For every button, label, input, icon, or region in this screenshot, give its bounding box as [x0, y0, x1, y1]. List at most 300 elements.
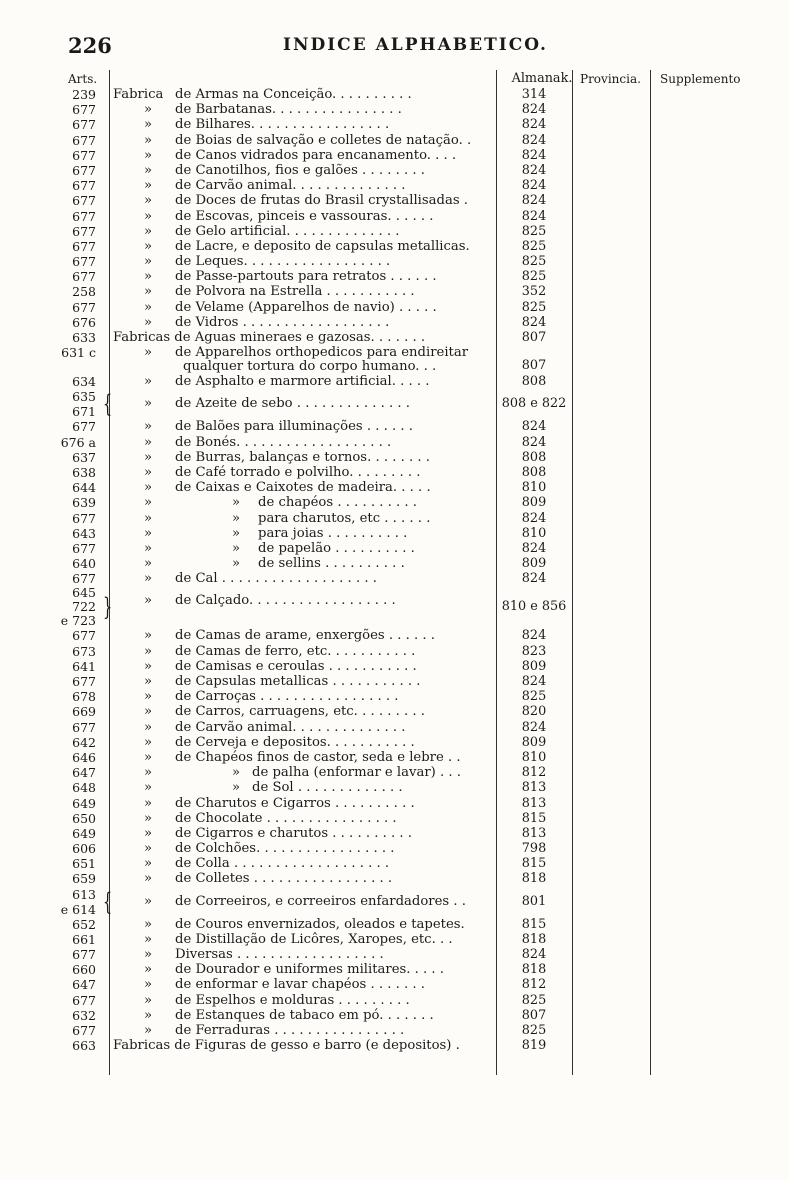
entry-text-line: de Camisas e ceroulas . . . . . . . . . . . [175, 658, 417, 674]
article-number [56, 887, 96, 917]
entry-subtext: de sellins . . . . . . . . . . [258, 556, 405, 572]
index-row [0, 932, 789, 947]
article-number [56, 284, 96, 299]
article-number-line: 638 [72, 464, 96, 480]
article-number-line: 677 [72, 132, 96, 148]
entry-text [175, 977, 485, 992]
article-number-line: 677 [72, 254, 96, 270]
ditto-mark: » [143, 193, 153, 209]
almanak-page: 824 [521, 419, 547, 435]
article-number-line: 677 [72, 1022, 96, 1038]
entry-text-line: de Carvão animal. . . . . . . . . . . . . . [175, 178, 406, 194]
entry-text-line: de Canos vidrados para encanamento. . . . [175, 147, 457, 163]
ditto-mark: » [143, 525, 153, 541]
article-number-line: 677 [72, 162, 96, 178]
article-number [56, 450, 96, 465]
article-number [56, 435, 96, 450]
entry-text [175, 450, 485, 465]
article-number [56, 735, 96, 750]
article-number-line: 639 [72, 495, 96, 511]
entry-text [175, 224, 485, 239]
entry-text [175, 193, 485, 208]
entry-text [175, 300, 485, 315]
article-number [56, 193, 96, 208]
entry-text [175, 254, 485, 269]
entry-text-line: de Colletes . . . . . . . . . . . . . . . . . [175, 871, 393, 887]
entry-text-line: de Burras, balanças e tornos. . . . . . . . [175, 449, 430, 465]
almanak-page: 824 [521, 719, 547, 735]
article-number [56, 389, 96, 419]
entry-text-line: de Vidros . . . . . . . . . . . . . . . . . . [175, 314, 390, 330]
index-row [0, 796, 789, 811]
ditto-mark: » [143, 628, 153, 644]
ditto-mark: » [143, 299, 153, 315]
article-number-line: 660 [72, 962, 96, 978]
index-row [0, 102, 789, 117]
entry-text [175, 1008, 485, 1023]
ditto-mark: » [143, 419, 153, 435]
almanak-page: 798 [521, 841, 547, 857]
almanak-page: 808 [521, 374, 547, 390]
article-number-line: 661 [72, 931, 96, 947]
index-row [0, 659, 789, 674]
article-number-line: 676 [72, 314, 96, 330]
index-row [0, 750, 789, 765]
almanak-page: 824 [521, 510, 547, 526]
article-number [56, 300, 96, 315]
ditto-mark: » [143, 434, 153, 450]
ditto-mark: » [143, 689, 153, 705]
article-number [56, 1008, 96, 1023]
index-row [0, 765, 789, 780]
article-number-line: 652 [72, 916, 96, 932]
article-number-line: 649 [72, 795, 96, 811]
index-row [0, 300, 789, 315]
article-number [56, 239, 96, 254]
article-number [56, 962, 96, 977]
entry-text-line: de Colla . . . . . . . . . . . . . . . . . . . [175, 856, 390, 872]
entry-text [175, 102, 485, 117]
article-number-line: 677 [72, 193, 96, 209]
entry-text [175, 209, 485, 224]
article-number [56, 526, 96, 541]
article-number-line: 650 [72, 810, 96, 826]
almanak-page: 824 [521, 540, 547, 556]
ditto-mark: » [143, 269, 153, 285]
article-number-line: 677 [72, 238, 96, 254]
entry-text [175, 947, 485, 962]
entry-text [175, 419, 485, 434]
article-number [56, 917, 96, 932]
ditto-mark: » [231, 556, 241, 572]
entry-text [175, 269, 485, 284]
article-number-line: 634 [72, 374, 96, 390]
ditto-mark: » [143, 658, 153, 674]
index-row [0, 254, 789, 269]
ditto-mark: » [143, 254, 153, 270]
ditto-mark: » [143, 810, 153, 826]
article-number [56, 495, 96, 510]
almanak-page: 810 e 856 [501, 599, 567, 615]
page-number: 226 [68, 33, 112, 58]
entry-text [175, 628, 485, 643]
article-number [56, 163, 96, 178]
entry-text [175, 389, 485, 419]
index-row [0, 993, 789, 1008]
entry-text-line: de Armas na Conceição. . . . . . . . . . [175, 87, 412, 102]
almanak-page: 813 [521, 825, 547, 841]
article-number-line: 646 [72, 749, 96, 765]
entry-text-line: de Velame (Apparelhos de navio) . . . . . [175, 299, 437, 315]
article-number [56, 224, 96, 239]
column-header-supplemento: Supplemento [660, 72, 741, 86]
article-number [56, 117, 96, 132]
entry-text-line: de Dourador e uniformes militares. . . . . [175, 962, 445, 978]
column-header-almanak: Almanak. [511, 71, 573, 86]
entry-text [175, 571, 485, 586]
entry-text-line: de Barbatanas. . . . . . . . . . . . . . . . [175, 102, 402, 118]
index-row [0, 480, 789, 495]
almanak-page: 824 [521, 628, 547, 644]
entry-text [175, 750, 485, 765]
ditto-mark: » [143, 871, 153, 887]
article-number [56, 1038, 96, 1053]
almanak-page: 825 [521, 299, 547, 315]
article-number [56, 102, 96, 117]
article-number-line: 633 [72, 330, 96, 345]
almanak-page: 813 [521, 780, 547, 796]
ditto-mark: » [143, 102, 153, 118]
article-number-line: 613 [72, 886, 96, 902]
entry-text [175, 480, 485, 495]
article-number [56, 871, 96, 886]
entry-text-line: de Passe-partouts para retratos . . . . . . [175, 269, 437, 285]
entry-text-line: de Lacre, e deposito de capsulas metallicas. [175, 238, 470, 254]
index-row [0, 193, 789, 208]
index-row [0, 511, 789, 526]
ditto-mark: » [143, 495, 153, 511]
entry-text: Fabricas de Figuras de gesso e barro (e depositos) . [113, 1038, 460, 1054]
index-row [0, 556, 789, 571]
almanak-page: 808 e 822 [501, 396, 567, 412]
article-number-line: 677 [72, 628, 96, 644]
entry-text [175, 435, 485, 450]
ditto-mark: » [143, 893, 153, 909]
index-row [0, 1038, 789, 1053]
article-number-line: 722 [72, 599, 96, 615]
ditto-mark: » [143, 962, 153, 978]
ditto-mark: » [231, 540, 241, 556]
almanak-page: 808 [521, 464, 547, 480]
entry-text-line: de Escovas, pinceis e vassouras. . . . . . [175, 208, 434, 224]
index-row [0, 811, 789, 826]
article-number-line: 669 [72, 704, 96, 720]
index-row [0, 674, 789, 689]
article-number-line: 663 [72, 1038, 96, 1054]
article-number-line: 647 [72, 765, 96, 781]
index-row [0, 541, 789, 556]
article-number [56, 704, 96, 719]
article-number-line: 647 [72, 977, 96, 993]
entry-text-line: qualquer tortura do corpo humano. . . [183, 358, 437, 374]
ditto-mark: » [143, 464, 153, 480]
article-number-line: 641 [72, 658, 96, 674]
article-number [56, 977, 96, 992]
entry-text-line: de Asphalto e marmore artificial. . . . . [175, 374, 430, 390]
ditto-mark: » [143, 719, 153, 735]
index-row [0, 87, 789, 102]
article-number-line: 644 [72, 480, 96, 496]
almanak-page: 807 [521, 1007, 547, 1023]
article-number [56, 374, 96, 389]
index-row [0, 826, 789, 841]
article-number-line: 239 [72, 87, 96, 102]
almanak-page: 825 [521, 238, 547, 254]
article-number-line: 677 [72, 719, 96, 735]
index-row [0, 117, 789, 132]
article-number [56, 659, 96, 674]
almanak-page: 825 [521, 992, 547, 1008]
article-number-line: 678 [72, 689, 96, 705]
article-number-line: 642 [72, 734, 96, 750]
ditto-mark: » [143, 132, 153, 148]
entry-subtext: de chapéos . . . . . . . . . . [258, 495, 417, 511]
article-number [56, 932, 96, 947]
article-number-line: 676 a [60, 434, 96, 450]
article-number-line: 606 [72, 841, 96, 857]
index-row [0, 947, 789, 962]
ditto-mark: » [231, 510, 241, 526]
article-number [56, 856, 96, 871]
almanak-page: 825 [521, 1022, 547, 1038]
ditto-mark: » [231, 495, 241, 511]
index-row [0, 330, 789, 345]
ditto-mark: » [143, 284, 153, 300]
index-row [0, 856, 789, 871]
page-header [0, 33, 789, 59]
index-row [0, 628, 789, 643]
entry-text [175, 163, 485, 178]
article-number [56, 315, 96, 330]
article-number [56, 511, 96, 526]
almanak-page: 314 [521, 87, 547, 102]
entry-text [175, 284, 485, 299]
entry-text [175, 659, 485, 674]
ditto-mark: » [231, 765, 241, 781]
entry-text-line: de Calçado. . . . . . . . . . . . . . . . . . [175, 593, 396, 609]
index-row [0, 465, 789, 480]
ditto-mark: » [143, 947, 153, 962]
entry-text [175, 887, 485, 917]
ditto-mark: » [143, 540, 153, 556]
article-number [56, 628, 96, 643]
index-row [0, 917, 789, 932]
article-number-line: 673 [72, 643, 96, 659]
almanak-page: 818 [521, 871, 547, 887]
entry-text [175, 87, 485, 102]
almanak-page: 824 [521, 102, 547, 118]
entry-text-line: de Cigarros e charutos . . . . . . . . . . [175, 825, 412, 841]
entry-text [175, 826, 485, 841]
index-row [0, 704, 789, 719]
almanak-page: 810 [521, 480, 547, 496]
entry-text-line: de Correeiros, e correeiros enfardadores . . [175, 893, 466, 909]
index-row [0, 780, 789, 795]
entry-subtext: de Sol . . . . . . . . . . . . . [252, 780, 403, 796]
entry-text [175, 735, 485, 750]
index-row [0, 1023, 789, 1038]
index-row [0, 374, 789, 389]
article-number [56, 541, 96, 556]
article-number [56, 254, 96, 269]
entry-text-line: de Balões para illuminações . . . . . . [175, 419, 413, 435]
index-row [0, 644, 789, 659]
article-number [56, 720, 96, 735]
entry-text-line: Diversas . . . . . . . . . . . . . . . . . . [175, 947, 384, 962]
ditto-mark: » [143, 593, 153, 609]
almanak-page: 824 [521, 208, 547, 224]
ditto-mark: » [143, 825, 153, 841]
article-number-line: 677 [72, 178, 96, 194]
entry-text [175, 148, 485, 163]
entry-subtext: de palha (enformar e lavar) . . . [252, 765, 461, 781]
article-number-line: 640 [72, 556, 96, 572]
index-row [0, 345, 789, 374]
index-row [0, 495, 789, 510]
ditto-mark: » [143, 749, 153, 765]
almanak-page: 809 [521, 495, 547, 511]
index-row [0, 735, 789, 750]
article-number-line: 677 [72, 299, 96, 315]
entry-text-line: de Polvora na Estrella . . . . . . . . . . . [175, 284, 415, 300]
ditto-mark: » [143, 734, 153, 750]
ditto-mark: » [143, 117, 153, 133]
article-number-line: 677 [72, 419, 96, 435]
almanak-page: 815 [521, 810, 547, 826]
almanak-page: 825 [521, 223, 547, 239]
article-number [56, 148, 96, 163]
almanak-page: 819 [521, 1038, 547, 1054]
article-number [56, 87, 96, 102]
ditto-mark: » [143, 396, 153, 412]
index-row [0, 419, 789, 434]
entry-subtext: para charutos, etc . . . . . . [258, 510, 431, 526]
entry-text-line: de Charutos e Cigarros . . . . . . . . . . [175, 795, 415, 811]
article-number [56, 330, 96, 345]
index-row [0, 841, 789, 856]
article-number-line: 643 [72, 525, 96, 541]
article-number-line: 631 c [61, 345, 96, 361]
almanak-page: 824 [521, 162, 547, 178]
almanak-page: 825 [521, 689, 547, 705]
article-number-line: 671 [72, 404, 96, 420]
almanak-page: 818 [521, 931, 547, 947]
entry-text [175, 932, 485, 947]
ditto-mark: » [231, 525, 241, 541]
article-number [56, 571, 96, 586]
entry-text [175, 720, 485, 735]
entry-text-line: de Bilhares. . . . . . . . . . . . . . . . . [175, 117, 390, 133]
article-number-line: 645 [72, 585, 96, 601]
article-number-line: 677 [72, 674, 96, 689]
almanak-page: 825 [521, 254, 547, 270]
index-row [0, 315, 789, 330]
almanak-page: 809 [521, 734, 547, 750]
ditto-mark: » [143, 765, 153, 781]
almanak-page: 808 [521, 449, 547, 465]
article-number [56, 841, 96, 856]
entry-text-line: de Caixas e Caixotes de madeira. . . . . [175, 480, 431, 496]
article-number [56, 209, 96, 224]
ditto-mark: » [143, 992, 153, 1008]
article-number [56, 826, 96, 841]
index-row [0, 239, 789, 254]
ditto-mark: » [143, 795, 153, 811]
entry-text [175, 841, 485, 856]
entry-text [175, 465, 485, 480]
article-number-line: 677 [72, 223, 96, 239]
almanak-page: 801 [521, 893, 547, 909]
article-number-line: 649 [72, 825, 96, 841]
entry-text-line: de Carros, carruagens, etc. . . . . . . . . [175, 704, 425, 720]
column-header-arts: Arts. [68, 72, 98, 86]
entry-text [175, 644, 485, 659]
entry-text-line: de Café torrado e polvilho. . . . . . . . . [175, 464, 421, 480]
entry-text [175, 239, 485, 254]
article-number-line: 651 [72, 856, 96, 872]
ditto-mark: » [143, 238, 153, 254]
article-number [56, 674, 96, 689]
entry-lead: Fabrica [113, 87, 164, 102]
article-number-line: 677 [72, 102, 96, 118]
article-number [56, 419, 96, 434]
almanak-page: 824 [521, 947, 547, 962]
entry-text [175, 674, 485, 689]
article-number-line: 677 [72, 540, 96, 556]
entry-text-line: de Capsulas metallicas . . . . . . . . . . . [175, 674, 421, 689]
almanak-page: 824 [521, 117, 547, 133]
almanak-page: 824 [521, 132, 547, 148]
article-number [56, 811, 96, 826]
index-row [0, 977, 789, 992]
article-number-line: 632 [72, 1007, 96, 1023]
entry-subtext: de papelão . . . . . . . . . . [258, 540, 415, 556]
article-number [56, 780, 96, 795]
ditto-mark: » [143, 480, 153, 496]
article-number-line: 677 [72, 117, 96, 133]
article-number-line: 648 [72, 780, 96, 796]
brace-mark: { [103, 390, 113, 419]
entry-text-line: de Azeite de sebo . . . . . . . . . . . . . . [175, 396, 410, 412]
entry-text-line: de Cerveja e depositos. . . . . . . . . . . [175, 734, 415, 750]
almanak-page: 820 [521, 704, 547, 720]
almanak-page: 807 [521, 330, 547, 345]
article-number [56, 750, 96, 765]
almanak-page: 824 [521, 147, 547, 163]
almanak-page: 824 [521, 674, 547, 689]
brace-mark: } [103, 593, 113, 622]
entry-text-line: de Espelhos e molduras . . . . . . . . . [175, 992, 410, 1008]
almanak-page: 352 [521, 284, 547, 300]
index-row [0, 526, 789, 541]
entry-text [175, 586, 485, 616]
article-number-line: 677 [72, 510, 96, 526]
almanak-page: 818 [521, 962, 547, 978]
ditto-mark: » [143, 223, 153, 239]
entry-text-line: de Boias de salvação e colletes de natação. . [175, 132, 472, 148]
page-title: INDICE ALPHABETICO. [283, 35, 548, 55]
entry-text [175, 315, 485, 330]
